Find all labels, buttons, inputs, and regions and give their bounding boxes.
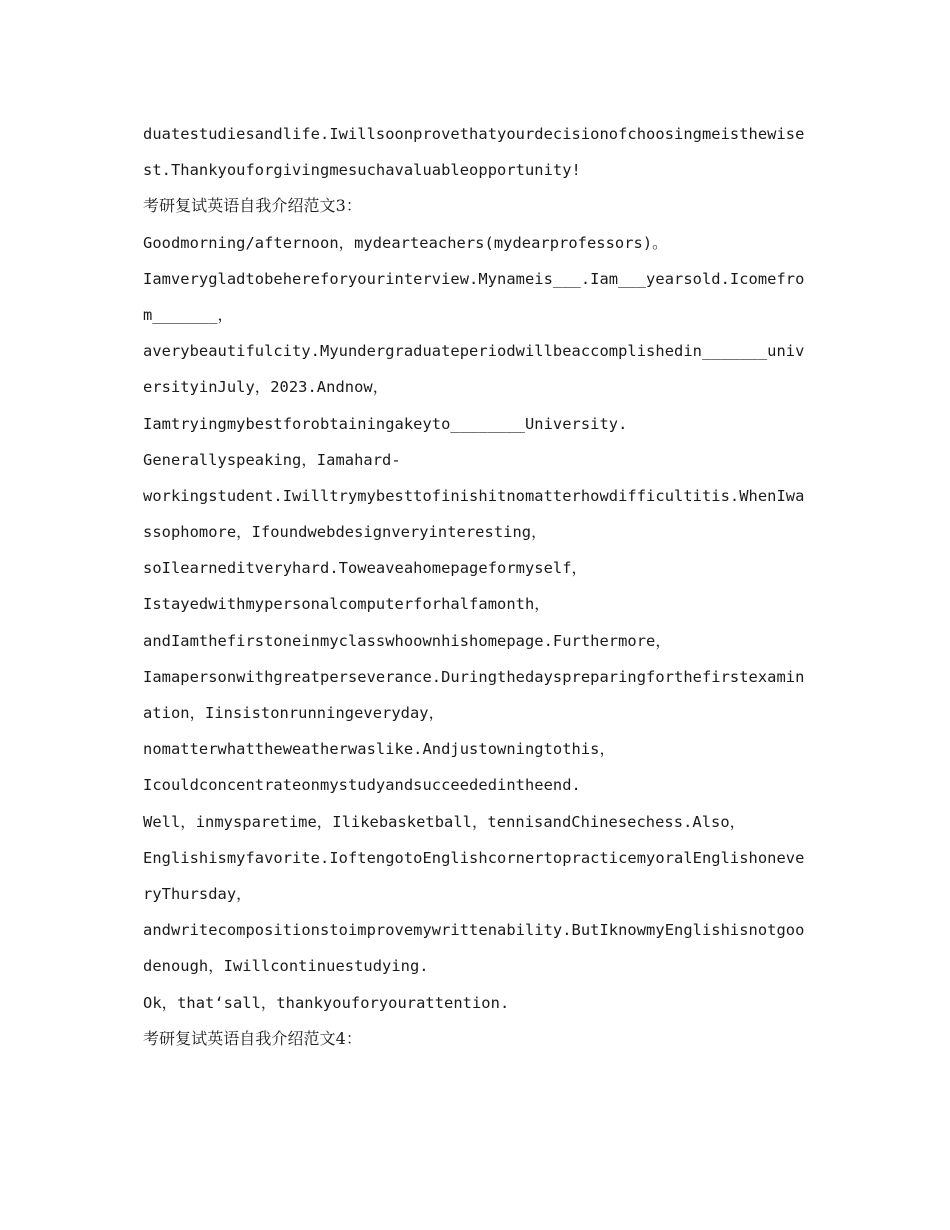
text-line: nomatterwhattheweatherwaslike.Andjustowningtothis， — [143, 740, 615, 759]
text-line: soIlearneditveryhard.Toweaveahomepageformyself， — [143, 559, 587, 578]
text-line: Istayedwithmypersonalcomputerforhalfamonth， — [143, 595, 550, 614]
text-line: Iamverygladtobehereforyourinterview.Mynameis___.Iam___yearsold.Icomefro — [143, 269, 805, 288]
text-line: m_______， — [143, 305, 233, 324]
text-line: ation，Iinsistonrunningeveryday， — [143, 704, 445, 722]
text-line: ersityinJuly，2023.Andnow， — [143, 378, 389, 397]
text-line: Icouldconcentrateonmystudyandsucceededintheend. — [143, 776, 581, 795]
text-line: Englishismyfavorite.IoftengotoEnglishcornertopracticemyoralEnglishoneve — [143, 848, 805, 867]
section-heading: 考研复试英语自我介绍范文3： — [143, 196, 362, 216]
text-line: st.Thankyouforgivingmesuchavaluableopportunity! — [143, 161, 581, 180]
text-line: Generallyspeaking，Iamahard- — [143, 450, 401, 469]
text-line: ryThursday， — [143, 884, 252, 903]
text-line: workingstudent.Iwilltrymybesttofinishitnomatterhowdifficultitis.WhenIwa — [143, 486, 805, 505]
text-line: duatestudiesandlife.Iwillsoonprovethatyourdecisionofchoosingmeisthewise — [143, 125, 805, 143]
text-line: Iamapersonwithgreatperseverance.Duringthedayspreparingforthefirstexamin — [143, 667, 805, 686]
text-line: denough，Iwillcontinuestudying. — [143, 957, 429, 976]
text-line: Ok，that‘sall，thankyouforyourattention. — [143, 993, 510, 1012]
text-line: averybeautifulcity.Myundergraduateperiodwillbeaccomplishedin_______univ — [143, 342, 805, 361]
text-line: Well，inmysparetime，Ilikebasketball，tennisandChinesechess.Also， — [143, 812, 746, 831]
document-body — [143, 116, 807, 1057]
text-line: Goodmorning/afternoon，mydearteachers(mydearprofessors)。 — [143, 233, 668, 252]
text-line: Iamtryingmybestforobtainingakeyto________University. — [143, 414, 628, 433]
text-line: andwritecompositionstoimprovemywrittenability.ButIknowmyEnglishisnotgoo — [143, 921, 805, 940]
text-line: ssophomore，Ifoundwebdesignveryinteresting， — [143, 523, 547, 542]
section-heading: 考研复试英语自我介绍范文4： — [143, 1028, 362, 1048]
text-line: andIamthefirstoneinmyclasswhoownhishomepage.Furthermore， — [143, 631, 671, 650]
